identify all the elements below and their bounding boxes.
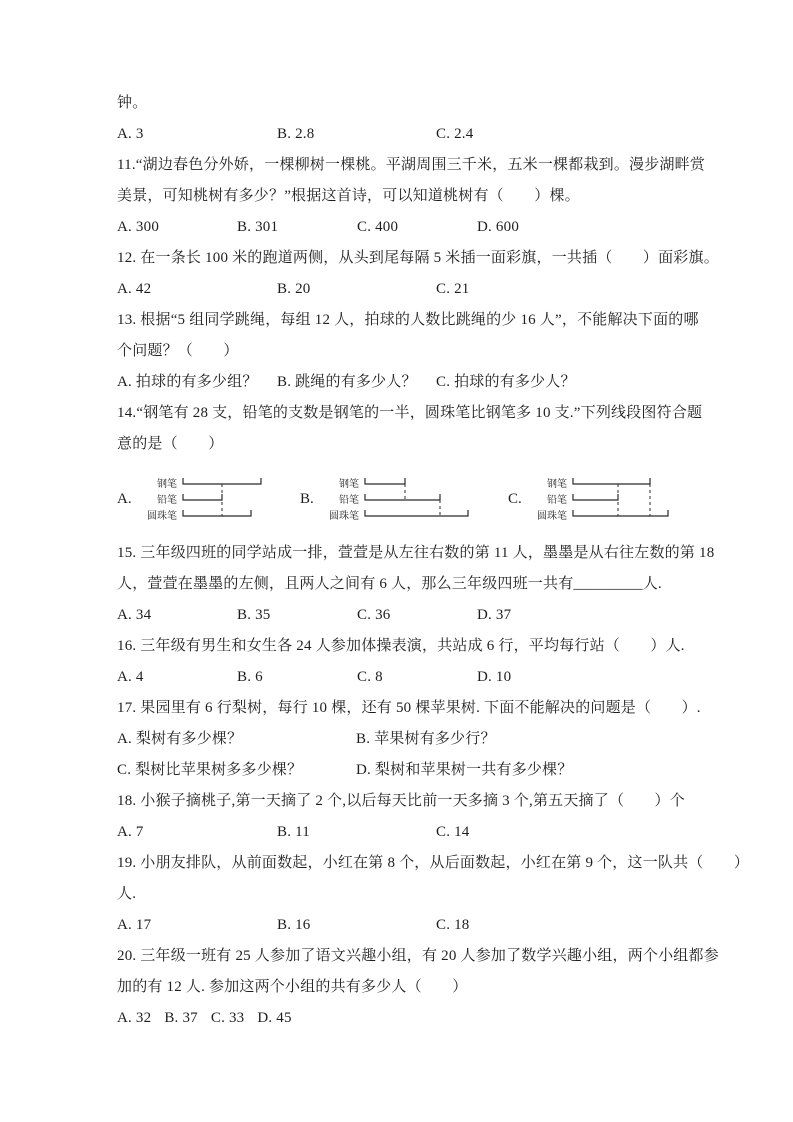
question-20-line-1: 20. 三年级一班有 25 人参加了语文兴趣小组，有 20 人参加了数学兴趣小组，两个小组都参: [117, 948, 719, 964]
ballpoint-segment: [183, 510, 251, 516]
question-19-line-2: 人.: [117, 886, 137, 902]
question-17-options-row-2: [117, 755, 687, 786]
q10-option-c: C. 2.4: [436, 126, 474, 142]
q11-option-b: B. 301: [237, 219, 279, 235]
q19-option-b: B. 16: [277, 917, 311, 933]
q17-option-d: D. 梨树和苹果树一共有多少棵？: [356, 762, 573, 778]
pencil-segment: [183, 494, 222, 500]
q18-option-b: B. 11: [277, 824, 310, 840]
question-19-line-1: 19. 小朋友排队，从前面数起，小红在第 8 个，从后面数起，小红在第 9 个，这一队共（ ）: [117, 855, 750, 871]
pen-label: 钢笔: [546, 479, 567, 490]
line-segment-diagram-b: [319, 474, 479, 524]
q20-option-c: C. 33: [210, 1010, 245, 1026]
question-19-options: [117, 910, 687, 941]
q13-option-b: B. 跳绳的有多少人？: [277, 374, 417, 390]
line-segment-diagram-c: [527, 474, 687, 524]
q20-option-d: D. 45: [257, 1010, 292, 1026]
pen-label: 钢笔: [338, 479, 359, 490]
q13-option-a: A. 拍球的有多少组？: [117, 374, 258, 390]
q18-option-a: A. 7: [117, 824, 144, 840]
q12-option-b: B. 20: [277, 281, 311, 297]
q15-option-c: C. 36: [357, 607, 391, 623]
question-15-line-1: 15. 三年级四班的同学站成一排，萱萱是从左往右数的第 11 人，墨墨是从右往左数的第 18: [117, 545, 715, 561]
question-13-options: [117, 367, 687, 398]
diagram-option-c: [508, 474, 687, 524]
diagram-a-letter: A.: [117, 490, 132, 507]
q19-option-c: C. 18: [436, 917, 470, 933]
diagram-option-b: [300, 474, 508, 524]
q16-option-b: B. 6: [237, 669, 263, 685]
q10-option-b: B. 2.8: [277, 126, 315, 142]
question-14-line-1: 14.“钢笔有 28 支，铅笔的支数是钢笔的一半，圆珠笔比钢笔多 10 支.”下列线段图符合题: [117, 405, 703, 421]
question-10-tail: 钟。: [117, 95, 148, 111]
pencil-segment: [365, 494, 440, 500]
q17-option-c: C. 梨树比苹果树多多少棵？: [117, 762, 303, 778]
pen-segment: [365, 478, 405, 484]
ballpoint-label: 圆珠笔: [146, 511, 177, 522]
question-18-line-1: 18. 小猴子摘桃子,第一天摘了 2 个,以后每天比前一天多摘 3 个,第五天摘了（ ）个: [117, 793, 685, 809]
q15-option-a: A. 34: [117, 607, 152, 623]
q11-option-a: A. 300: [117, 219, 160, 235]
question-20-options: [117, 1003, 687, 1034]
pencil-label: 铅笔: [546, 495, 567, 506]
diagram-c-letter: C.: [508, 490, 522, 507]
q12-option-a: A. 42: [117, 281, 152, 297]
diagram-b-letter: B.: [300, 490, 314, 507]
question-11-options: [117, 212, 687, 243]
question-11-line-2: 美景，可知桃树有多少？”根据这首诗，可以知道桃树有（ ）棵。: [117, 188, 580, 204]
question-14-line-2: 意的是（ ）: [117, 436, 224, 452]
q13-option-c: C. 拍球的有多少人？: [436, 374, 576, 390]
question-10-options: [117, 119, 687, 150]
pencil-label: 铅笔: [338, 495, 359, 506]
question-12-options: [117, 274, 687, 305]
question-18-options: [117, 817, 687, 848]
q12-option-c: C. 21: [436, 281, 470, 297]
pen-segment: [183, 478, 261, 484]
question-11-line-1: 11.“湖边春色分外娇，一棵柳树一棵桃。平湖周围三千米，五米一棵都栽到。漫步湖畔赏: [117, 157, 706, 173]
q10-option-a: A. 3: [117, 126, 144, 142]
question-15-options: [117, 600, 687, 631]
question-12-line-1: 12. 在一条长 100 米的跑道两侧，从头到尾每隔 5 米插一面彩旗，一共插（ ）面彩旗。: [117, 250, 719, 266]
pencil-label: 铅笔: [156, 495, 177, 506]
pencil-segment: [573, 494, 618, 500]
pen-segment: [573, 478, 650, 484]
ballpoint-label: 圆珠笔: [328, 511, 359, 522]
question-17-line-1: 17. 果园里有 6 行梨树，每行 10 棵，还有 50 棵苹果树. 下面不能解决的问题是（ ）.: [117, 700, 701, 716]
question-16-line-1: 16. 三年级有男生和女生各 24 人参加体操表演，共站成 6 行，平均每行站（ ）人.: [117, 638, 685, 654]
q20-option-b: B. 37: [164, 1010, 198, 1026]
q15-option-b: B. 35: [237, 607, 271, 623]
q16-option-a: A. 4: [117, 669, 144, 685]
q17-option-b: B. 苹果树有多少行？: [356, 731, 496, 747]
q15-option-d: D. 37: [477, 607, 512, 623]
question-20-line-2: 加的有 12 人. 参加这两个小组的共有多少人（ ）: [117, 979, 468, 995]
diagram-option-a: [117, 474, 300, 524]
ballpoint-segment: [573, 510, 668, 516]
q11-option-d: D. 600: [477, 219, 520, 235]
question-14-diagrams: [117, 460, 687, 538]
pen-label: 钢笔: [156, 479, 177, 490]
question-13-line-1: 13. 根据“5 组同学跳绳，每组 12 人，拍球的人数比跳绳的少 16 人”，不能解决下面的哪: [117, 312, 699, 328]
question-17-options-row-1: [117, 724, 687, 755]
q17-option-a: A. 梨树有多少棵？: [117, 731, 243, 747]
q20-option-a: A. 32: [117, 1010, 152, 1026]
line-segment-diagram-a: [137, 474, 297, 524]
question-15-line-2: 人，萱萱在墨墨的左侧，且两人之间有 6 人，那么三年级四班一共有_________人.: [117, 576, 662, 592]
q11-option-c: C. 400: [357, 219, 399, 235]
ballpoint-segment: [365, 510, 468, 516]
q18-option-c: C. 14: [436, 824, 470, 840]
question-13-line-2: 个问题？（ ）: [117, 343, 239, 359]
ballpoint-label: 圆珠笔: [536, 511, 567, 522]
q16-option-d: D. 10: [477, 669, 512, 685]
q19-option-a: A. 17: [117, 917, 152, 933]
question-16-options: [117, 662, 687, 693]
q16-option-c: C. 8: [357, 669, 383, 685]
